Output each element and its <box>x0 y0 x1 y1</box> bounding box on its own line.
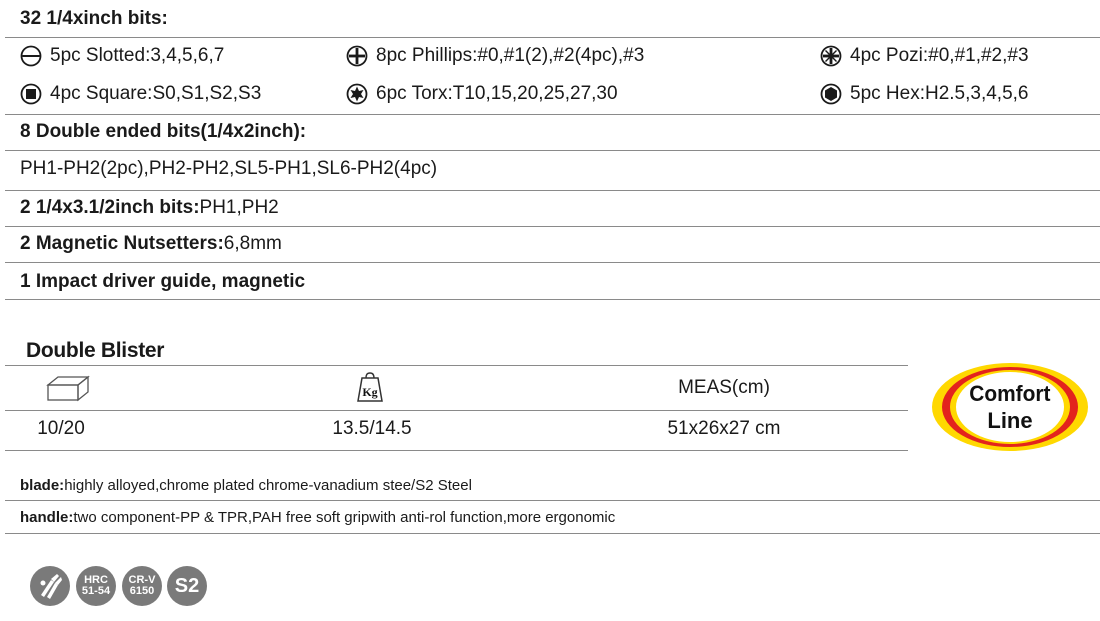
svg-text:Comfort: Comfort <box>969 381 1051 407</box>
handle-note: handle:two component-PP & TPR,PAH free soft gripwith anti-rol function,more ergonomic <box>20 509 616 526</box>
comfort-line-logo <box>931 362 1089 452</box>
divider <box>5 114 1100 115</box>
qty-value: 10/20 <box>37 418 85 439</box>
slotted-icon <box>20 45 42 67</box>
bits-row <box>0 76 1100 112</box>
bits-row <box>0 38 1100 74</box>
divider <box>5 299 1100 300</box>
bits-section-title: 32 1/4xinch bits: <box>20 8 168 29</box>
divider <box>5 365 908 366</box>
s2-badge: S2 <box>167 566 207 606</box>
double-ended-title: 8 Double ended bits(1/4x2inch): <box>20 121 307 142</box>
bit-phillips: 8pc Phillips:#0,#1(2),#2(4pc),#3 <box>346 38 644 74</box>
bit-pozi: 4pc Pozi:#0,#1,#2,#3 <box>820 38 1029 74</box>
packaging-title: Double Blister <box>26 339 165 362</box>
bit-hex: 5pc Hex:H2.5,3,4,5,6 <box>820 76 1029 112</box>
crv-badge: CR-V 6150 <box>122 566 162 606</box>
nutsetters-value: 6,8mm <box>223 233 282 254</box>
blade-note: blade:highly alloyed,chrome plated chrome-vanadium stee/S2 Steel <box>20 477 472 494</box>
nutsetters-label: 2 Magnetic Nutsetters: <box>20 233 224 254</box>
divider <box>5 450 908 451</box>
svg-text:Kg: Kg <box>362 385 378 399</box>
bits-icon <box>35 571 65 601</box>
meas-value: 51x26x27 cm <box>667 418 781 439</box>
square-icon <box>20 83 42 105</box>
divider <box>5 190 1100 191</box>
nutsetters-row <box>20 233 282 255</box>
phillips-icon <box>346 45 368 67</box>
pozi-icon <box>820 45 842 67</box>
svg-text:Line: Line <box>987 408 1033 433</box>
hrc-badge: HRC 51-54 <box>76 566 116 606</box>
long-bits-label: 2 1/4x3.1/2inch bits: <box>20 197 200 218</box>
bits-badge <box>30 566 70 606</box>
hex-icon <box>820 83 842 105</box>
bit-square: 4pc Square:S0,S1,S2,S3 <box>20 76 261 112</box>
weight-value: 13.5/14.5 <box>332 418 412 439</box>
impact-guide: 1 Impact driver guide, magnetic <box>20 271 306 292</box>
carton-box-icon <box>46 375 90 403</box>
torx-icon <box>346 83 368 105</box>
bit-slotted: 5pc Slotted:3,4,5,6,7 <box>20 38 224 74</box>
divider <box>5 150 1100 151</box>
double-ended-value: PH1-PH2(2pc),PH2-PH2,SL5-PH1,SL6-PH2(4pc) <box>20 158 438 179</box>
divider <box>5 262 1100 263</box>
weight-kg-icon <box>355 371 385 403</box>
bit-torx: 6pc Torx:T10,15,20,25,27,30 <box>346 76 618 112</box>
divider <box>5 500 1100 501</box>
divider <box>5 410 908 411</box>
long-bits-value: PH1,PH2 <box>199 197 279 218</box>
meas-header: MEAS(cm) <box>678 377 770 398</box>
long-bits-row <box>20 197 279 219</box>
divider <box>5 226 1100 227</box>
divider <box>5 533 1100 534</box>
